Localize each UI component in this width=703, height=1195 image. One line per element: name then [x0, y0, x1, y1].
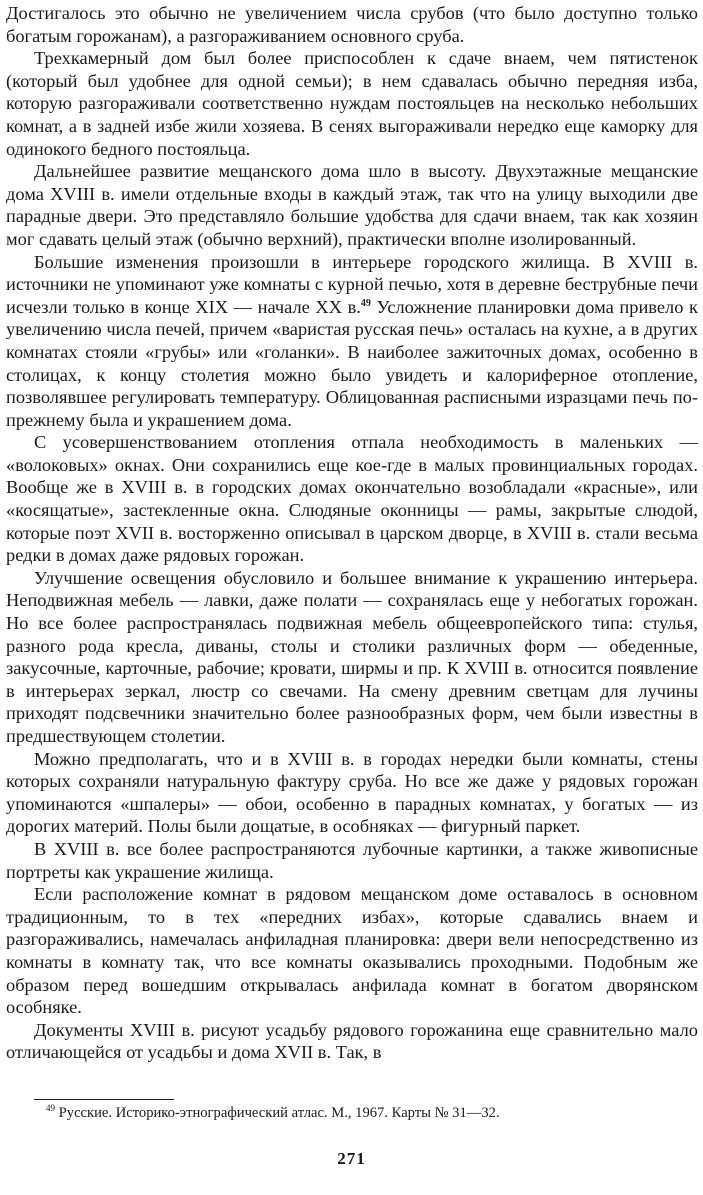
paragraph-4-text: Большие изменения произошли в интерьере городского жилища. В XVIII в. источники не упоминают уже комнаты с курной печью, хотя в деревне беструбные печи исчезли только в конце XIX — начале XX в.	[6, 251, 698, 317]
footnote-number: 49	[46, 1103, 55, 1113]
footnote	[6, 1104, 698, 1122]
paragraph-4	[6, 251, 698, 432]
paragraph-5: С усовершенствованием отопления отпала необходимость в маленьких — «волоковых» окнах. Они сохранились еще кое-где в малых провинциальных городах. Вообще же в XVIII в. в городских домах окончательно возобладали «красные», или «косящатые», застекленные окна. Слюдяные оконницы — рамы, закрытые слюдой, которые поэт XVII в. восторженно описывал в царском дворце, в XVIII в. стали весьма редки в домах даже рядовых горожан.	[6, 432, 698, 566]
paragraph-4-continued: Усложнение планировки дома привело к увеличению числа печей, причем «варистая русская печь» осталась на кухне, а в других комнатах стояли «грубы» или «голанки». В наиболее зажиточных домах, особенно в столицах, к концу столетия можно было увидеть и калориферное отопление, позволявшее регулировать температуру. Облицованная расписными изразцами печь по-прежнему была и украшением дома.	[6, 296, 698, 430]
paragraph-7: Можно предполагать, что и в XVIII в. в городах нередки были комнаты, стены которых сохраняли натуральную фактуру сруба. Но все же даже у рядовых горожан упоминаются «шпалеры» — обои, особенно в парадных комнатах, у богатых — из дорогих материй. Полы были дощатые, в особняках — фигурный паркет.	[6, 748, 698, 837]
paragraph-2: Трехкамерный дом был более приспособлен к сдаче внаем, чем пятистенок (который был удобнее для одной семьи); в нем сдавалась обычно передняя изба, которую разгораживали соответственно нуждам постояльцев на несколько небольших комнат, а в задней избе жили хозяева. В сенях выгораживали нередко еще каморку для одинокого бедного постояльца.	[6, 48, 698, 159]
paragraph-1: Достигалось это обычно не увеличением числа срубов (что было доступно только богатым горожанам), а разгораживанием основного сруба.	[6, 3, 698, 46]
paragraph-10: Документы XVIII в. рисуют усадьбу рядового горожанина еще сравнительно мало отличающейся от усадьбы и дома XVII в. Так, в	[6, 1019, 698, 1063]
footnote-reference: 49	[360, 297, 371, 309]
paragraph-8: В XVIII в. все более распространяются лубочные картинки, а также живописные портреты как украшение жилища.	[6, 838, 698, 882]
paragraph-3: Дальнейшее развитие мещанского дома шло в высоту. Двухэтажные мещанские дома XVIII в. имели отдельные входы в каждый этаж, так что на улицу выходили две парадные двери. Это представляло большие удобства для сдачи внаем, так как хозяин мог сдавать целый этаж (обычно верхний), практически вполне изолированный.	[6, 161, 698, 249]
footnote-text: Русские. Историко-этнографический атлас. М., 1967. Карты № 31—32.	[58, 1105, 500, 1121]
page-number: 271	[337, 1149, 366, 1168]
footnote-divider	[34, 1099, 174, 1100]
body-text	[6, 2, 698, 1064]
paragraph-6: Улучшение освещения обусловило и большее внимание к украшению интерьера. Неподвижная мебель — лавки, даже полати — сохранялась еще у небогатых горожан. Но все более распространялась подвижная мебель общеевропейского типа: стулья, разного рода кресла, диваны, столы и столики различных форм — обеденные, закусочные, карточные, рабочие; кровати, ширмы и пр. К XVIII в. относится появление в интерьерах зеркал, люстр со свечами. На смену древним светцам для лучины приходят подсвечники значительно более разнообразных форм, чем были известны в предшествующем столетии.	[6, 567, 698, 746]
paragraph-9: Если расположение комнат в рядовом мещанском доме оставалось в основном традиционным, то в тех «передних избах», которые сдавались внаем и разгораживались, намечалась анфиладная планировка: двери вели непосредственно из комнаты в комнату так, что все комнаты оказывались проходными. Подобным же образом перед вошедшим открывалась анфилада комнат в богатом дворянском особняке.	[6, 884, 698, 1018]
